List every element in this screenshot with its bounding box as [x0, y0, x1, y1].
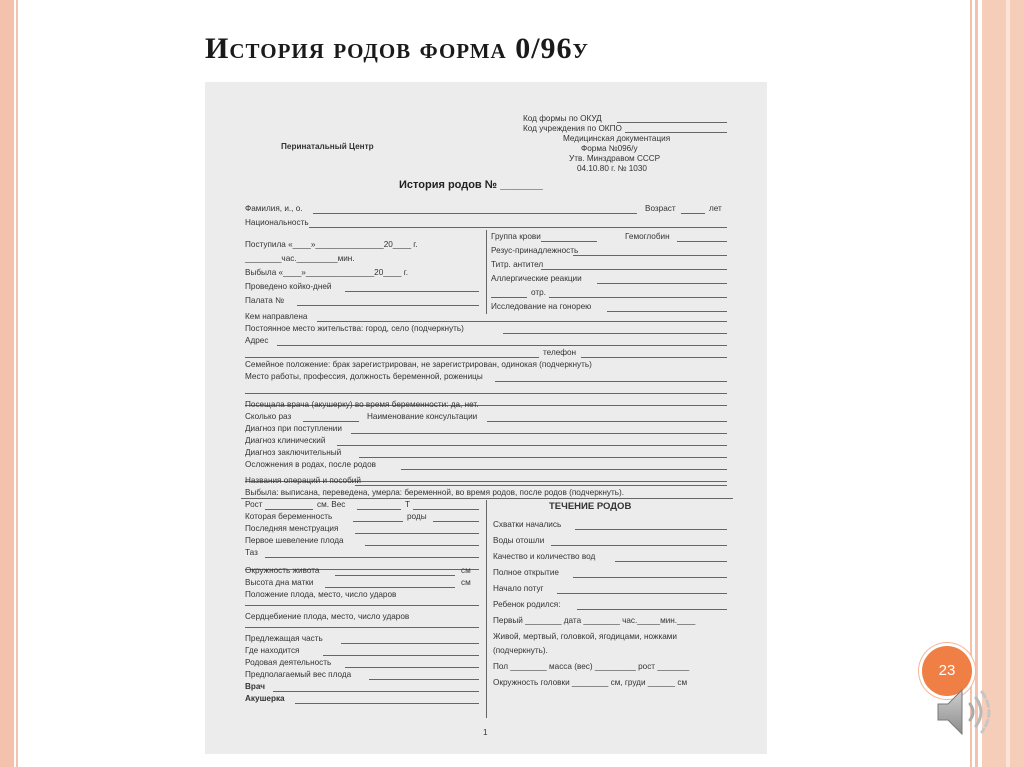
fill-line	[625, 132, 727, 133]
underline-note: (подчеркнуть).	[493, 646, 548, 655]
marital-status: Семейное положение: брак зарегистрирован, не зарегистрирован, одинокая (подчеркнуть)	[245, 360, 592, 369]
location: Где находится	[245, 646, 300, 655]
fill-line	[277, 345, 727, 346]
age-label: Возраст	[645, 204, 676, 213]
birth-time: Первый ________ дата ________ час._____мин.____	[493, 616, 696, 625]
frame-left-stripe	[0, 0, 14, 767]
antibody-titre: Титр. антител	[491, 260, 544, 269]
fill-line	[357, 509, 401, 510]
fill-line	[309, 227, 727, 228]
row-nationality: Национальность	[245, 218, 309, 227]
sex-weight-height: Пол ________ масса (вес) _________ рост _______	[493, 662, 690, 671]
fill-line	[369, 679, 479, 680]
temperature-label: Т	[405, 500, 411, 509]
address: Адрес	[245, 336, 269, 345]
fetal-heartbeat: Сердцебиение плода, место, число ударов	[245, 612, 410, 621]
fill-line	[245, 357, 539, 358]
fill-line	[273, 691, 479, 692]
allergies: Аллергические реакции	[491, 274, 582, 283]
fill-line	[413, 509, 479, 510]
hemoglobin: Гемоглобин	[625, 232, 670, 241]
last-menstruation: Последняя менструация	[245, 524, 339, 533]
fill-line	[317, 321, 727, 322]
frame-right-line-inner	[975, 0, 978, 767]
doctor-signature: Врач	[245, 682, 266, 691]
fill-line	[355, 485, 727, 486]
fill-line	[337, 445, 727, 446]
med-doc-label: Медицинская документация	[563, 134, 671, 143]
pushing-start: Начало потуг	[493, 584, 544, 593]
fill-line	[401, 469, 727, 470]
okpo-code: Код учреждения по ОКПО	[523, 124, 622, 133]
fill-line	[615, 561, 727, 562]
clinical-diagnosis: Диагноз клинический	[245, 436, 326, 445]
approval-date: 04.10.80 г. № 1030	[577, 164, 647, 173]
fill-line	[541, 241, 597, 242]
age-unit: лет	[709, 204, 722, 213]
fill-line	[491, 297, 527, 298]
operations: Названия операций и пособий	[245, 476, 361, 485]
fill-line	[433, 521, 479, 522]
pelvis: Таз	[245, 548, 258, 557]
admission-date: Поступила «____»_______________20____ г.	[245, 240, 418, 249]
final-diagnosis: Диагноз заключительный	[245, 448, 342, 457]
fill-line	[325, 587, 455, 588]
fill-line	[351, 433, 727, 434]
fetal-position: Положение плода, место, число ударов	[245, 590, 397, 599]
frame-right-line-outer	[970, 0, 972, 767]
fill-line	[551, 545, 727, 546]
slide-number-badge: 23	[922, 646, 972, 696]
fill-line	[581, 357, 727, 358]
fill-line	[303, 421, 359, 422]
discharge-date: Выбыла «____»_______________20____ г.	[245, 268, 409, 277]
visit-count: Сколько раз	[245, 412, 292, 421]
okud-code: Код формы по ОКУД	[523, 114, 602, 123]
blood-group: Группа крови	[491, 232, 541, 241]
contractions-started: Схватки начались	[493, 520, 562, 529]
fill-line	[681, 213, 705, 214]
document-title: История родов № _______	[399, 179, 543, 191]
workplace: Место работы, профессия, должность беременной, роженицы	[245, 372, 483, 381]
fill-line	[541, 269, 727, 270]
admission-diagnosis: Диагноз при поступлении	[245, 424, 342, 433]
fill-line	[495, 381, 727, 382]
frame-left-line	[16, 0, 18, 767]
waters-quality: Качество и количество вод	[493, 552, 596, 561]
frame-right-stripe	[982, 0, 1024, 767]
fill-line	[487, 421, 727, 422]
speaker-icon[interactable]	[934, 684, 998, 740]
fill-line	[313, 213, 637, 214]
fill-line	[617, 122, 727, 123]
fill-line	[359, 457, 727, 458]
fundal-unit: см	[461, 578, 471, 587]
consultation-name: Наименование консультации	[367, 412, 478, 421]
fill-line	[323, 655, 479, 656]
head-chest-circumference: Окружность головки ________ см, груди ______ см	[493, 678, 688, 687]
abdomen-unit: см	[461, 566, 471, 575]
rh-factor: Резус-принадлежность	[491, 246, 579, 255]
fill-line	[265, 557, 479, 558]
fill-line	[503, 333, 727, 334]
phone: телефон	[543, 348, 577, 357]
fill-line	[245, 605, 479, 606]
fill-line	[557, 593, 727, 594]
fill-line	[549, 297, 727, 298]
admission-time: ________час._________мин.	[245, 254, 355, 263]
fill-line	[573, 255, 727, 256]
fill-line	[297, 305, 479, 306]
residence: Постоянное место жительства: город, село (подчеркнуть)	[245, 324, 464, 333]
fill-line	[245, 393, 727, 394]
frame-right-highlight	[1006, 0, 1010, 767]
fill-line	[341, 643, 479, 644]
fill-line	[295, 703, 479, 704]
fill-line	[575, 529, 727, 530]
abdomen-circumference: Окружность живота	[245, 566, 320, 575]
fill-line	[573, 577, 727, 578]
presenting-part: Предлежащая часть	[245, 634, 323, 643]
approval: Утв. Минздравом СССР	[569, 154, 661, 163]
first-movement: Первое шевеление плода	[245, 536, 344, 545]
fill-line	[365, 545, 479, 546]
ward-number: Палата №	[245, 296, 284, 305]
pregnancy-number: Которая беременность	[245, 512, 333, 521]
institution-name: Перинатальный Центр	[281, 142, 374, 151]
fill-line	[355, 533, 479, 534]
document-scan	[205, 82, 767, 754]
complications: Осложнения в родах, после родов	[245, 460, 376, 469]
discharge-status: Выбыла: выписана, переведена, умерла: беременной, во время родов, после родов (подчеркнуть).	[245, 488, 624, 497]
midwife-signature: Акушерка	[245, 694, 285, 703]
full-dilation: Полное открытие	[493, 568, 559, 577]
row-full-name: Фамилия, и., о.	[245, 204, 303, 213]
fill-line	[335, 575, 455, 576]
fill-line	[577, 609, 727, 610]
gonorrhea-test: Исследование на гонорею	[491, 302, 592, 311]
slide-title: История родов форма 0/96у	[205, 32, 589, 65]
child-born: Ребенок родился:	[493, 600, 561, 609]
fill-line	[607, 311, 727, 312]
fill-line	[241, 498, 733, 499]
fill-line	[353, 521, 403, 522]
labor-course-heading: ТЕЧЕНИЕ РОДОВ	[549, 501, 632, 512]
fill-line	[245, 627, 479, 628]
fundal-height: Высота дна матки	[245, 578, 314, 587]
reaction-label: отр.	[531, 288, 546, 297]
height-label: Рост	[245, 500, 263, 509]
bed-days: Проведено койко-дней	[245, 282, 332, 291]
labor-activity: Родовая деятельность	[245, 658, 332, 667]
births-label: роды	[407, 512, 427, 521]
birth-status: Живой, мертвый, головкой, ягодицами, ножками	[493, 632, 677, 641]
fill-line	[597, 283, 727, 284]
doctor-visits: Посещала врача (акушерку) во время беременности: да, нет.	[245, 400, 479, 409]
page-footer-number: 1	[483, 728, 488, 737]
referred-by: Кем направлена	[245, 312, 308, 321]
form-number: Форма №096/у	[581, 144, 638, 153]
waters-broke: Воды отошли	[493, 536, 545, 545]
weight-label: см. Вес	[317, 500, 346, 509]
fill-line	[265, 509, 313, 510]
fill-line	[677, 241, 727, 242]
fill-line	[345, 291, 479, 292]
fill-line	[345, 667, 479, 668]
estimated-weight: Предполагаемый вес плода	[245, 670, 352, 679]
